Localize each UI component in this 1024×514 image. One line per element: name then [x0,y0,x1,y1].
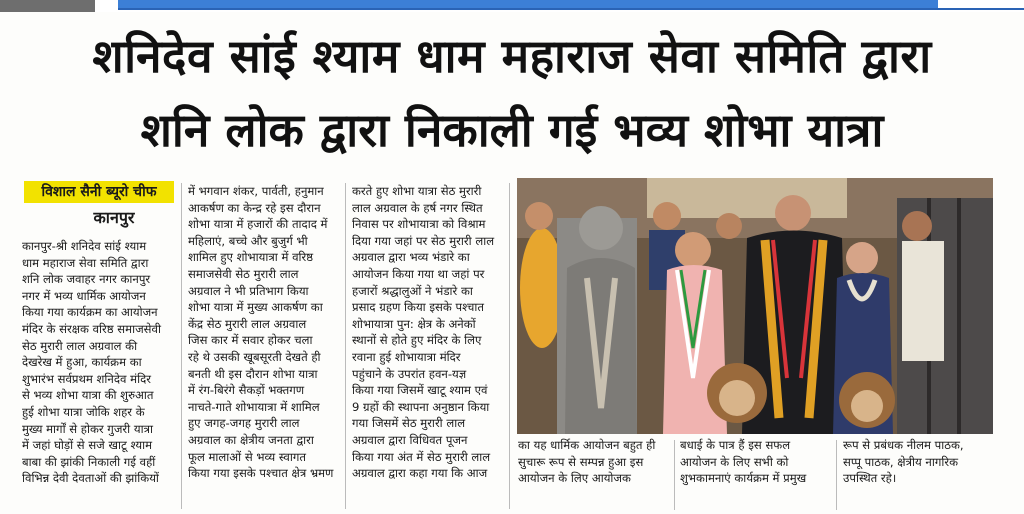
article-line: पहुंचाने के उपरांत हवन-यज्ञ [352,366,467,381]
article-line: में रंग-बिरंगे सैकड़ों भक्तगण [188,383,305,398]
column-divider [181,183,182,509]
article-line: आयोजन के लिए सभी को [680,454,789,469]
article-column-2 [188,183,338,482]
article-line: बाबा की झांकी निकाली गई वहीं [22,454,156,469]
article-line: रवाना हुई शोभायात्रा मंदिर [352,349,461,364]
article-line: शुभारंभ सर्वप्रथम शनिदेव मंदिर [22,371,151,386]
article-line: स्थानों से होते हुए मंदिर के लिए [352,333,482,348]
article-line: किया गया कार्यक्रम का आयोजन [22,305,158,320]
article-line: शामिल हुए शोभायात्रा में वरिष्ठ [188,250,314,265]
article-line: आयोजन के लिए आयोजक [518,471,631,486]
article-line: शोभा यात्रा में मुख्य आकर्षण का [188,300,323,315]
article-line: लाल अग्रवाल के हर्ष नगर स्थित [352,200,483,215]
top-bar-grey-strip [0,0,95,12]
news-photo [517,178,993,434]
article-line: विभिन्न देवी देवताओं की झांकियों [22,471,159,486]
article-line: जिस कार में सवार होकर चला [188,333,313,348]
article-line: शोभायात्रा पुन: क्षेत्र के अनेकों [352,316,476,331]
article-line: देखरेख में हुआ, कार्यक्रम का [22,355,142,370]
article-line: धाम महाराज सेवा समिति द्वारा [22,255,149,270]
article-column-6 [843,437,998,487]
article-line: हुए जगह-जगह मुरारी लाल [188,416,300,431]
article-line: सुचारू रूप से सम्पन्न हुआ इस [518,454,644,469]
article-line: अग्रवाल द्वारा भव्य भंडारे का [352,250,470,265]
article-line: गया जिसमें सेठ मुरारी लाल [352,416,466,431]
article-line: से भव्य शोभा यात्रा की शुरुआत [22,388,154,403]
article-line: मुख्य मार्गों से होकर गुजरी यात्रा [22,421,153,436]
column-divider [836,440,837,510]
article-line: केंद्र सेठ मुरारी लाल अग्रवाल [188,316,307,331]
article-line: में जहां घोड़ों से सजे खाटू श्याम [22,438,153,453]
article-line: दिया गया जहां पर सेठ मुरारी लाल [352,233,495,248]
article-line: बधाई के पात्र हैं इस सफल [680,438,791,452]
article-line: सेठ मुरारी लाल अग्रवाल की [22,338,138,353]
article-line: हुई शोभा यात्रा जोकि शहर के [22,404,145,419]
article-line: समाजसेवी सेठ मुरारी लाल [188,266,299,281]
article-line: 9 ग्रहों की स्थापना अनुष्ठान किया [352,399,490,414]
article-column-3 [352,183,502,482]
article-column-4 [518,437,668,487]
article-line: बनती थी इस दौरान शोभा यात्रा [188,366,318,381]
column-divider [509,183,510,509]
article-line: अग्रवाल द्वारा कहा गया कि आज [352,466,488,481]
article-line: किया गया अंत में सेठ मुरारी लाल [352,449,491,464]
article-line: आयोजन किया गया था जहां पर [352,266,485,281]
dateline: कानपुर [93,208,135,227]
article-line: नगर में भव्य धार्मिक आयोजन [22,288,146,303]
news-photo-illustration [517,178,993,434]
top-bar-blue-line [118,8,1024,10]
article-line: फूल मालाओं से भव्य स्वागत [188,449,306,464]
column-divider [345,183,346,509]
article-line: निवास पर शोभायात्रा को विश्राम [352,217,486,232]
article-line: शोभा यात्रा में हजारों की तादाद में [188,217,328,232]
headline-line-1: शनिदेव सांई श्याम धाम महाराज सेवा समिति द्वारा [92,29,932,83]
article-line: मंदिर के संरक्षक वरिष्ठ समाजसेवी [22,321,161,336]
article-column-1 [22,238,174,487]
article-line: में भगवान शंकर, पार्वती, हनुमान [188,184,324,198]
top-bar [0,0,1024,12]
article-line: किया गया इसके पश्चात क्षेत्र भ्रमण [188,466,334,481]
article-column-5 [680,437,830,487]
article-line: कानपुर-श्री शनिदेव सांई श्याम [22,239,147,253]
article-line: शुभकामनाएं कार्यक्रम में प्रमुख [680,471,807,486]
top-bar-blue-strip [118,0,938,8]
article-line: का यह धार्मिक आयोजन बहुत ही [518,438,656,452]
article-line: नाचते-गाते शोभायात्रा में शामिल [188,399,320,414]
article-line: प्रसाद ग्रहण किया इसके पश्चात [352,300,484,315]
article-line: रूप से प्रबंधक नीलम पाठक, [843,438,964,452]
article-line: करते हुए शोभा यात्रा सेठ मुरारी [352,184,482,198]
article-line: सप्पू पाठक, क्षेत्रीय नागरिक [843,454,959,469]
article-line: अग्रवाल द्वारा विधिवत पूजन [352,432,468,447]
article-line: किया गया जिसमें खाटू श्याम एवं [352,383,488,398]
byline: विशाल सैनी ब्यूरो चीफ [24,181,174,203]
article-line: अग्रवाल ने भी प्रतिभाग किया [188,283,309,298]
article-line: शनि लोक जवाहर नगर कानपुर [22,272,151,287]
column-divider [674,440,675,510]
article-line: अग्रवाल का क्षेत्रीय जनता द्वारा [188,432,314,447]
article-line: रहे थे उसकी खूबसूरती देखते ही [188,349,321,364]
article-line: उपस्थित रहे। [843,471,897,486]
headline-line-2: शनि लोक द्वारा निकाली गई भव्य शोभा यात्रा [140,103,884,157]
article-line: महिलाएं, बच्चे और बुजुर्ग भी [188,233,308,248]
article-line: आकर्षण का केन्द्र रहे इस दौरान [188,200,321,215]
article-line: हजारों श्रद्धालुओं ने भंडारे का [352,283,473,298]
